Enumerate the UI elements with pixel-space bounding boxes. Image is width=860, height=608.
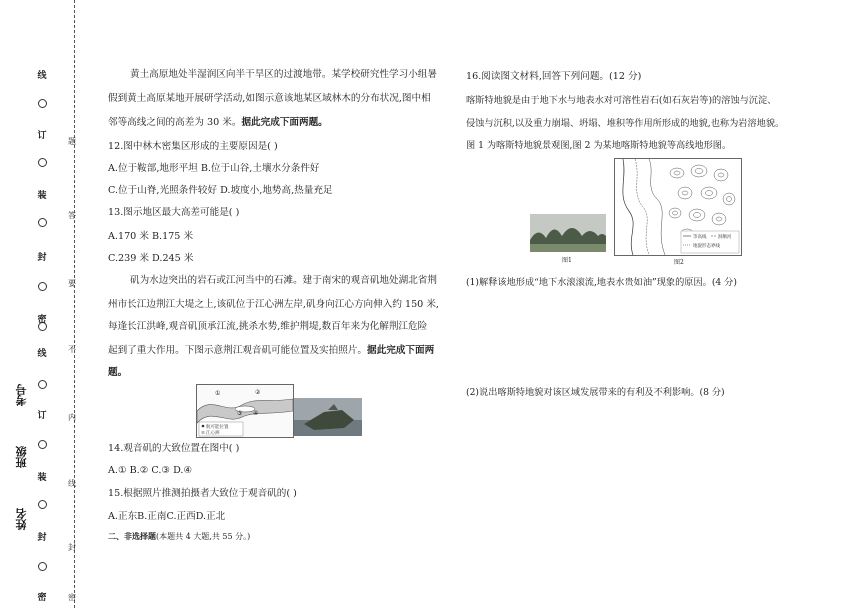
margin-char: 装 xyxy=(37,191,47,201)
passage-line-last: 起到了重大作用。下图示意荆江观音矶可能位置及实拍照片。据此完成下面两 xyxy=(108,345,435,356)
margin-char: 封 xyxy=(37,533,47,543)
karst-contour-map xyxy=(614,158,742,256)
passage-line: 题。 xyxy=(108,367,128,378)
map-legend-text: 航可能位置 xyxy=(206,425,229,430)
map-legend-text: 地貌形态界线 xyxy=(693,244,720,249)
option-line: A.位于鞍部,地形平坦 B.位于山谷,土壤水分条件好 xyxy=(108,163,320,174)
class-label: 班级 xyxy=(15,446,28,468)
intro-line: 黄土高原地处半湿润区向半干旱区的过渡地带。某学校研究性学习小组暑 xyxy=(130,69,437,80)
binding-hole-circle xyxy=(38,500,47,509)
map-mark: ③ xyxy=(237,410,243,417)
contour-rings xyxy=(669,165,735,237)
option-line: C.239 米 D.245 米 xyxy=(108,253,194,264)
binding-hole-circle xyxy=(38,380,47,389)
binding-hole-circle xyxy=(38,99,47,108)
exam-number-label: 考号 xyxy=(15,384,28,406)
binding-hole-circle xyxy=(38,218,47,227)
river-map xyxy=(197,385,293,437)
margin-char: 订 xyxy=(37,411,47,421)
guanyinji-photo-drawing xyxy=(294,398,362,436)
binding-hole-circle xyxy=(38,158,47,167)
material-line: 喀斯特地貌是由于地下水与地表水对可溶性岩石(如石灰岩等)的溶蚀与沉淀、 xyxy=(466,95,777,106)
margin-char: 密 xyxy=(37,593,47,603)
question-12: 12.图中林木密集区形成的主要原因是( ) xyxy=(108,141,278,152)
binding-hole-circle xyxy=(38,322,47,331)
inner-char: 要 xyxy=(68,279,76,288)
karst-photo-drawing xyxy=(530,214,606,252)
question-14: 14.观音矶的大致位置在图中( ) xyxy=(108,443,240,454)
figure-1-caption: 图1 xyxy=(562,257,572,264)
karst-landscape-photo xyxy=(530,214,606,252)
inner-char: 线 xyxy=(68,479,76,488)
question-13: 13.图示地区最大高差可能是( ) xyxy=(108,207,240,218)
inner-char: 答 xyxy=(68,211,76,220)
guanyinji-photo xyxy=(294,398,362,436)
map-mark: ④ xyxy=(253,410,259,417)
instruction: 据此完成下面两题。 xyxy=(241,117,328,128)
figure-2-caption: 图2 xyxy=(674,259,684,266)
question-16: 16.阅读图文材料,回答下列问题。(12 分) xyxy=(466,71,642,82)
option-line: A.① B.② C.③ D.④ xyxy=(108,465,193,476)
margin-char: 线 xyxy=(37,349,47,359)
margin-char: 订 xyxy=(37,131,47,141)
map-mark: ② xyxy=(255,389,261,396)
passage-line: 州市长江边荆江大堤之上,该矶位于江心洲左岸,矶身向江心方向伸入约 150 米, xyxy=(108,299,439,310)
map-mark: ① xyxy=(215,390,221,397)
subquestion-1: (1)解释该地形成“地下水滚滚流,地表水贵如油”现象的原因。(4 分) xyxy=(466,277,737,288)
inner-char: 题 xyxy=(68,137,76,146)
margin-char: 装 xyxy=(37,473,47,483)
material-line: 图 1 为喀斯特地貌景观图,图 2 为某地喀斯特地貌等高线地形图。 xyxy=(466,140,732,151)
binding-hole-circle xyxy=(38,440,47,449)
option-line: A.正东B.正南C.正西D.正北 xyxy=(108,511,226,522)
map-legend-text: 等高线 xyxy=(693,235,707,240)
margin-char: 线 xyxy=(37,71,47,81)
margin-char: 密 xyxy=(37,315,47,325)
inner-char: 密 xyxy=(68,593,76,602)
margin-char: 封 xyxy=(37,253,47,263)
section-heading: 二、非选择题(本题共 4 大题,共 55 分。) xyxy=(108,531,251,541)
inner-char: 不 xyxy=(68,345,76,354)
intro-line-last: 邻等高线之间的高差为 30 米。据此完成下面两题。 xyxy=(108,117,328,128)
option-line: A.170 米 B.175 米 xyxy=(108,231,194,242)
subquestion-2: (2)说出喀斯特地貌对该区域发展带来的有利及不利影响。(8 分) xyxy=(466,387,725,398)
inner-char: 封 xyxy=(68,543,76,552)
map-legend-text: 江心洲 xyxy=(206,431,220,436)
question-15: 15.根据照片推测拍摄者大致位于观音矶的( ) xyxy=(108,488,297,499)
passage-line: 每逢长江洪峰,观音矶顶承江流,挑杀水势,维护荆堤,数百年来为化解荆江危险 xyxy=(108,321,428,332)
inner-char: 内 xyxy=(68,413,76,422)
contour-map-drawing xyxy=(615,159,741,255)
material-line: 侵蚀与沉积,以及重力崩塌、坍塌、堆积等作用所形成的地貌,也称为岩溶地貌。 xyxy=(466,118,785,129)
binding-hole-circle xyxy=(38,562,47,571)
instruction: 据此完成下面两 xyxy=(367,345,435,356)
binding-hole-circle xyxy=(38,282,47,291)
map-legend-text: 洞顺河 xyxy=(718,235,732,240)
intro-line: 假到黄土高原某地开展研学活动,如图示意该地某区域林木的分布状况,图中相 xyxy=(108,93,431,104)
option-line: C.位于山脊,光照条件较好 D.坡度小,地势高,热量充足 xyxy=(108,185,333,196)
passage-line: 矶为水边突出的岩石或江河当中的石滩。建于南宋的观音矶地处湖北省荆 xyxy=(130,275,437,286)
binding-dashed-line xyxy=(74,0,76,608)
river-map-figure xyxy=(196,384,294,438)
name-label: 姓名 xyxy=(15,508,28,530)
